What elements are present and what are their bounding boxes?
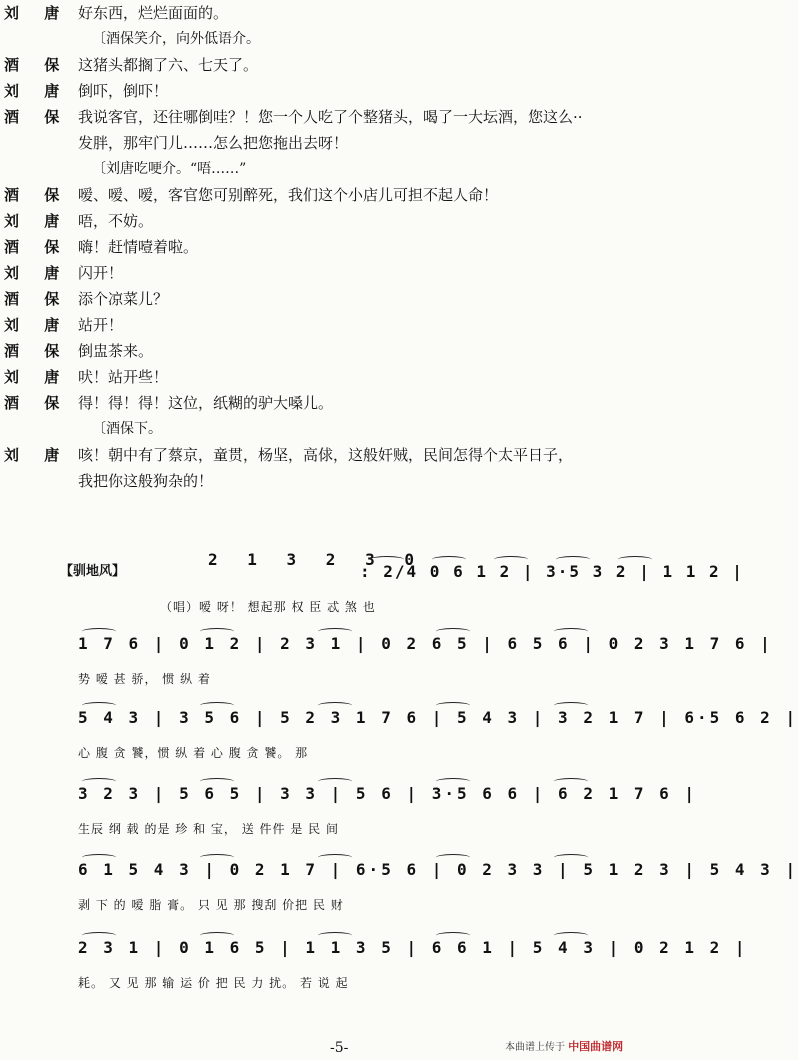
speaker-name: 刘 唐	[4, 4, 70, 22]
slur-mark	[318, 628, 352, 635]
stage-direction: 〔酒保笑介，向外低语介。	[92, 31, 260, 47]
score-notes: 1 7 6 | 0 1 2 | 2 3 1 | 0 2 6 5 | 6 5 6 | 0 2 3 1 7 6 |	[78, 634, 773, 653]
slur-mark	[318, 702, 352, 709]
slur-mark	[618, 556, 652, 563]
dialogue-line	[0, 234, 700, 260]
slur-mark	[554, 778, 588, 785]
score-lyrics: 势 嗳 甚 骄， 惯 纵 着	[78, 672, 211, 686]
score-lyrics: 生辰 纲 载 的是 珍 和 宝， 送 件件 是 民 间	[78, 822, 339, 836]
slur-mark	[200, 854, 234, 861]
watermark-text: 本曲谱上传于	[505, 1042, 565, 1053]
dialogue-text: 倒吓，倒吓！	[78, 82, 169, 100]
dialogue-line	[0, 52, 700, 78]
slur-mark	[200, 932, 234, 939]
dialogue-text: 嗳、嗳、嗳，客官您可别醉死，我们这个小店儿可担不起人命！	[78, 186, 499, 204]
speaker-name: 酒 保	[4, 290, 70, 308]
stage-direction: 〔刘唐吃哽介。“唔……”	[92, 161, 247, 177]
dialogue-text: 咳！朝中有了蔡京，童贯，杨坚，高俅，这般奸贼，民间怎得个太平日子，	[78, 446, 574, 464]
dialogue-line	[0, 442, 700, 468]
score-lyrics: 耗。 又 见 那 输 运 价 把 民 力 扰。 若 说 起	[78, 976, 349, 990]
speaker-name: 刘 唐	[4, 316, 70, 334]
slur-mark	[82, 932, 116, 939]
score-notes: : 2/4 0 6 1 2 | 3·5 3 2 | 1 1 2 |	[360, 562, 744, 581]
score-notes: 5 4 3 | 3 5 6 | 5 2 3 1 7 6 | 5 4 3 | 3 2 1 7 | 6·5 6 2 |	[78, 708, 798, 727]
slur-mark	[200, 628, 234, 635]
dialogue-line	[0, 416, 700, 442]
dialogue-text: 嗨！赶情噎着啦。	[78, 238, 199, 256]
tune-label: 【驯地风】	[60, 564, 126, 579]
slur-mark	[436, 702, 470, 709]
score-notes: 2 3 1 | 0 1 6 5 | 1 1 3 5 | 6 6 1 | 5 4 3 | 0 2 1 2 |	[78, 938, 748, 957]
speaker-name: 刘 唐	[4, 212, 70, 230]
slur-mark	[436, 932, 470, 939]
slur-mark	[494, 556, 528, 563]
slur-mark	[556, 556, 590, 563]
slur-mark	[436, 854, 470, 861]
dialogue-line	[0, 78, 700, 104]
dialogue-continuation: 我把你这般狗杂的！	[78, 472, 214, 490]
slur-mark	[554, 702, 588, 709]
dialogue-continuation: 发胖，那牢门儿……怎么把您拖出去呀！	[78, 134, 349, 152]
dialogue-line	[0, 286, 700, 312]
dialogue-line	[0, 208, 700, 234]
dialogue-text: 唔，不妨。	[78, 212, 154, 230]
dialogue-line	[0, 312, 700, 338]
dialogue-line	[0, 104, 700, 130]
slur-mark	[82, 854, 116, 861]
stage-direction: 〔酒保下。	[92, 421, 162, 437]
slur-mark	[370, 556, 404, 563]
score-notes: 3 2 3 | 5 6 5 | 3 3 | 5 6 | 3·5 6 6 | 6 2 1 7 6 |	[78, 784, 698, 803]
dialogue-line	[0, 390, 700, 416]
dialogue-line	[0, 156, 700, 182]
dialogue-text: 闪开！	[78, 264, 124, 282]
dialogue-line	[0, 364, 700, 390]
speaker-name: 刘 唐	[4, 446, 70, 464]
score-system	[0, 934, 748, 1024]
slur-mark	[554, 628, 588, 635]
speaker-name: 刘 唐	[4, 82, 70, 100]
slur-mark	[554, 854, 588, 861]
dialogue-line	[0, 182, 700, 208]
score-lyrics: 剥 下 的 嗳 脂 膏。 只 见 那 搜刮 价把 民 财	[78, 898, 344, 912]
slur-mark	[432, 556, 466, 563]
slur-mark	[82, 778, 116, 785]
slur-mark	[200, 778, 234, 785]
speaker-name: 酒 保	[4, 342, 70, 360]
dialogue-text: 添个凉菜儿？	[78, 290, 169, 308]
dialogue-text: 这猪头都搁了六、七天了。	[78, 56, 259, 74]
speaker-name: 刘 唐	[4, 368, 70, 386]
slur-mark	[82, 628, 116, 635]
dialogue-line	[0, 468, 700, 494]
dialogue-line	[0, 338, 700, 364]
score-lyrics: （唱）嗳 呀！ 想起那 权 臣 忒 煞 也	[160, 600, 376, 614]
slur-mark	[318, 854, 352, 861]
score-lyrics: 心 腹 贪 饕，惯 纵 着 心 腹 贪 饕。 那	[78, 746, 309, 760]
dialogue-text: 倒盅茶来。	[78, 342, 154, 360]
slur-mark	[554, 932, 588, 939]
speaker-name: 刘 唐	[4, 264, 70, 282]
watermark-brand: 中国曲谱网	[568, 1040, 624, 1053]
score-notes: 6 1 5 4 3 | 0 2 1 7 | 6·5 6 | 0 2 3 3 | 5 1 2 3 | 5 4 3 |	[78, 860, 798, 879]
dialogue-line	[0, 260, 700, 286]
page-number: -5-	[330, 1040, 349, 1056]
slur-mark	[436, 628, 470, 635]
dialogue-text: 得！得！得！这位，纸糊的驴大嗓儿。	[78, 394, 334, 412]
slur-mark	[82, 702, 116, 709]
speaker-name: 酒 保	[4, 394, 70, 412]
dialogue-text: 好东西，烂烂面面的。	[78, 4, 229, 22]
slur-mark	[436, 778, 470, 785]
dialogue-text: 我说客官，还往哪倒哇？！您一个人吃了个整猪头，喝了一大坛酒，您这么··	[78, 108, 583, 126]
dialogue-line	[0, 26, 700, 52]
intro-notes: 2 1 3 2 3 0	[208, 550, 424, 569]
speaker-name: 酒 保	[4, 108, 70, 126]
watermark	[505, 1038, 623, 1054]
dialogue-block	[0, 0, 700, 494]
slur-mark	[318, 932, 352, 939]
slur-mark	[200, 702, 234, 709]
speaker-name: 酒 保	[4, 56, 70, 74]
slur-mark	[318, 778, 352, 785]
dialogue-line	[0, 0, 700, 26]
speaker-name: 酒 保	[4, 186, 70, 204]
dialogue-text: 吠！站开些！	[78, 368, 169, 386]
dialogue-line	[0, 130, 700, 156]
dialogue-text: 站开！	[78, 316, 124, 334]
speaker-name: 酒 保	[4, 238, 70, 256]
